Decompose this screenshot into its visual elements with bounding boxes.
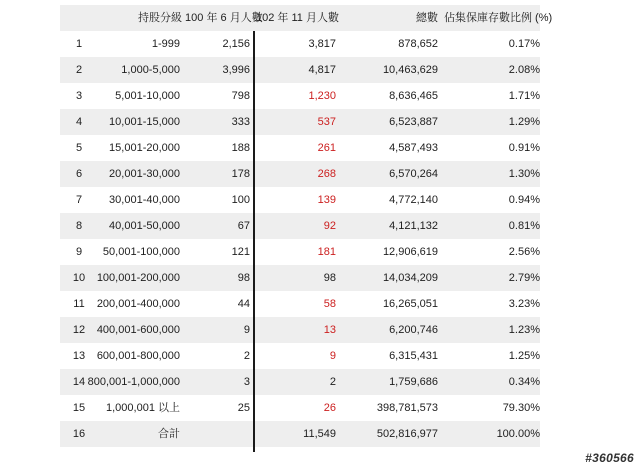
row-ratio: 0.94% xyxy=(508,194,540,206)
row-range: 10,001-15,000 xyxy=(109,116,180,128)
row-ratio: 1.30% xyxy=(508,168,540,180)
row-ratio: 2.08% xyxy=(508,64,540,76)
table-header-row xyxy=(60,5,553,31)
row-ratio: 79.30% xyxy=(502,402,540,414)
header-range: 持股分級 100 年 6 月人數 xyxy=(138,12,263,24)
row-range: 15,001-20,000 xyxy=(109,142,180,154)
row-pre-count: 2 xyxy=(243,350,250,362)
table-row xyxy=(60,83,540,109)
column-divider xyxy=(253,31,255,452)
row-post-count: 268 xyxy=(317,168,336,180)
row-ratio: 1.23% xyxy=(508,324,540,336)
row-ratio: 0.81% xyxy=(508,220,540,232)
table-row xyxy=(60,421,540,447)
row-range: 800,001-1,000,000 xyxy=(87,376,180,388)
row-amount: 8,636,465 xyxy=(389,90,438,102)
row-range: 1,000-5,000 xyxy=(121,64,180,76)
row-pre-count: 67 xyxy=(237,220,250,232)
header-amount: 總數 xyxy=(416,12,438,24)
row-amount: 14,034,209 xyxy=(382,272,438,284)
row-index: 10 xyxy=(72,272,86,284)
row-post-count: 537 xyxy=(317,116,336,128)
row-range: 100,001-200,000 xyxy=(96,272,180,284)
header-post-count: 102 年 11 月人數 xyxy=(256,12,339,24)
row-amount: 6,200,746 xyxy=(389,324,438,336)
row-range: 合計 xyxy=(158,428,180,440)
row-amount: 878,652 xyxy=(398,38,438,50)
table-row xyxy=(60,31,540,57)
row-post-count: 26 xyxy=(323,402,336,414)
row-ratio: 100.00% xyxy=(496,428,540,440)
table-row xyxy=(60,291,540,317)
header-ratio: 佔集保庫存數比例 (%) xyxy=(444,12,553,24)
table-body xyxy=(60,31,540,447)
table-row xyxy=(60,239,540,265)
row-index: 7 xyxy=(75,194,83,206)
row-range: 5,001-10,000 xyxy=(115,90,180,102)
row-pre-count: 3 xyxy=(243,376,250,388)
row-post-count: 98 xyxy=(323,272,336,284)
row-pre-count: 98 xyxy=(237,272,250,284)
row-index: 4 xyxy=(75,116,83,128)
row-pre-count: 333 xyxy=(231,116,250,128)
table-row xyxy=(60,109,540,135)
row-pre-count: 121 xyxy=(231,246,250,258)
row-range: 600,001-800,000 xyxy=(96,350,180,362)
table-row xyxy=(60,369,540,395)
row-index: 13 xyxy=(72,350,86,362)
row-amount: 10,463,629 xyxy=(382,64,438,76)
row-index: 16 xyxy=(72,428,86,440)
row-amount: 16,265,051 xyxy=(382,298,438,310)
row-amount: 6,315,431 xyxy=(389,350,438,362)
row-ratio: 3.23% xyxy=(508,298,540,310)
row-index: 11 xyxy=(73,298,85,310)
row-pre-count: 44 xyxy=(237,298,250,310)
row-post-count: 2 xyxy=(329,376,336,388)
row-range: 1-999 xyxy=(151,38,180,50)
row-post-count: 9 xyxy=(329,350,336,362)
table-row xyxy=(60,317,540,343)
row-range: 1,000,001 以上 xyxy=(106,402,180,414)
row-pre-count: 9 xyxy=(243,324,250,336)
row-amount: 12,906,619 xyxy=(382,246,438,258)
table-row xyxy=(60,187,540,213)
row-index: 6 xyxy=(75,168,83,180)
row-ratio: 2.56% xyxy=(508,246,540,258)
row-ratio: 0.91% xyxy=(508,142,540,154)
row-pre-count: 188 xyxy=(231,142,250,154)
row-amount: 4,772,140 xyxy=(389,194,438,206)
row-post-count: 139 xyxy=(317,194,336,206)
row-index: 14 xyxy=(72,376,86,388)
row-index: 1 xyxy=(75,38,83,50)
row-range: 20,001-30,000 xyxy=(109,168,180,180)
row-ratio: 1.25% xyxy=(508,350,540,362)
row-index: 15 xyxy=(72,402,86,414)
row-post-count: 181 xyxy=(317,246,336,258)
row-range: 40,001-50,000 xyxy=(109,220,180,232)
row-pre-count: 3,996 xyxy=(222,64,250,76)
row-index: 3 xyxy=(75,90,83,102)
row-post-count: 11,549 xyxy=(303,428,336,440)
row-amount: 1,759,686 xyxy=(389,376,438,388)
row-amount: 502,816,977 xyxy=(376,428,438,440)
watermark: #360566 xyxy=(585,451,634,465)
row-amount: 4,587,493 xyxy=(389,142,438,154)
row-post-count: 1,230 xyxy=(308,90,336,102)
row-pre-count: 2,156 xyxy=(222,38,250,50)
row-index: 5 xyxy=(75,142,83,154)
row-index: 12 xyxy=(72,324,86,336)
row-pre-count: 100 xyxy=(231,194,250,206)
table-row xyxy=(60,161,540,187)
row-range: 200,001-400,000 xyxy=(96,298,180,310)
table-row xyxy=(60,135,540,161)
table-row xyxy=(60,213,540,239)
row-ratio: 0.34% xyxy=(508,376,540,388)
row-ratio: 0.17% xyxy=(508,38,540,50)
row-index: 9 xyxy=(75,246,83,258)
holdings-table xyxy=(60,5,553,447)
table-row xyxy=(60,395,540,421)
row-post-count: 4,817 xyxy=(308,64,336,76)
row-index: 8 xyxy=(75,220,83,232)
row-pre-count: 25 xyxy=(237,402,250,414)
row-range: 50,001-100,000 xyxy=(102,246,180,258)
row-ratio: 2.79% xyxy=(508,272,540,284)
table-row xyxy=(60,343,540,369)
row-range: 30,001-40,000 xyxy=(109,194,180,206)
row-index: 2 xyxy=(75,64,83,76)
row-post-count: 58 xyxy=(323,298,336,310)
row-amount: 398,781,573 xyxy=(376,402,438,414)
row-post-count: 261 xyxy=(317,142,336,154)
row-ratio: 1.29% xyxy=(508,116,540,128)
row-pre-count: 798 xyxy=(231,90,250,102)
row-post-count: 3,817 xyxy=(308,38,336,50)
row-pre-count: 178 xyxy=(231,168,250,180)
row-post-count: 13 xyxy=(323,324,336,336)
row-amount: 6,570,264 xyxy=(389,168,438,180)
row-ratio: 1.71% xyxy=(508,90,540,102)
row-amount: 6,523,887 xyxy=(389,116,438,128)
table-row xyxy=(60,57,540,83)
table-row xyxy=(60,265,540,291)
row-pre-count xyxy=(184,421,250,447)
row-post-count: 92 xyxy=(323,220,336,232)
row-amount: 4,121,132 xyxy=(389,220,438,232)
row-range: 400,001-600,000 xyxy=(96,324,180,336)
